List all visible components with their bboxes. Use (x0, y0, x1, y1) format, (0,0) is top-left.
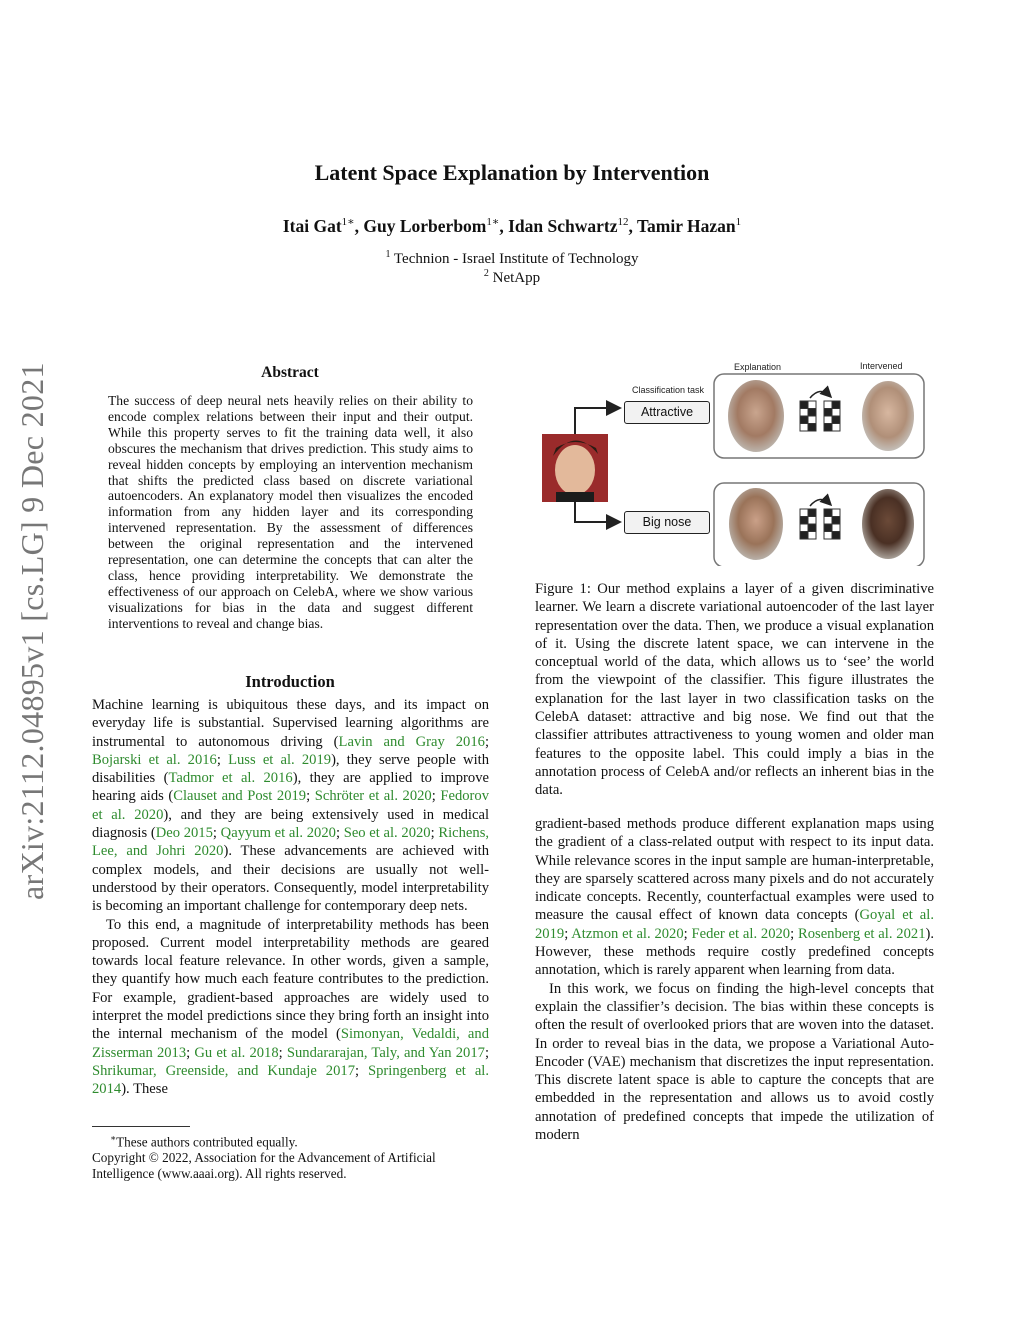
citation-link[interactable]: Deo 2015 (155, 825, 213, 842)
task-attractive: Attractive (624, 401, 710, 424)
citation-link[interactable]: Clauset and Post 2019 (173, 788, 307, 805)
arxiv-stamp: arXiv:2112.04895v1 [cs.LG] 9 Dec 2021 (14, 362, 50, 900)
affiliation-1: $^1$ Technion - Israel Institute of Technology (385, 249, 639, 267)
author: Idan Schwartz$^{12}$, (508, 215, 637, 236)
citation-link[interactable]: Rosenberg et al. 2021 (797, 925, 926, 942)
citation-link[interactable]: Fedorov et al. 2020 (92, 788, 489, 823)
explanation-face-attractive (728, 380, 784, 452)
citation-link[interactable]: Goyal et al. 2019 (535, 907, 934, 942)
citation-link[interactable]: Atzmon et al. 2020 (571, 925, 684, 942)
arrow-to-attractive (575, 408, 618, 434)
right-paragraph-1: gradient-based methods produce different explanation maps using the gradient of a class-related output with respect to its input data. While relevance scores in the input sample are human-interpretable, they are sparsely scattered across many pixels and do not accurately indicate concepts. Recently, counterfactual examples were used to measure the causal effect of known data concepts (Goyal et al. 2019; Atzmon et al. 2020; Feder et al. 2020; Rosenberg et al. 2021). However, these methods require costly predefined concepts annotation, which is rarely apparent when learning from data. (535, 816, 935, 979)
citation-link[interactable]: Bojarski et al. 2016 (92, 751, 217, 768)
introduction-paragraph-2: To this end, a magnitude of interpretability methods has been proposed. Current model interpretability methods are geared towards local feature relevance. In other words, given a sample, they quantify how much each feature contributes to the prediction. For example, gradient-based approaches are widely used to interpret the model predictions since they bring forth an insight into the internal mechanism of the model (Simonyan, Vedaldi, and Zisserman 2013; Gu et al. 2018; Sundararajan, Taly, and Yan 2017; Shrikumar, Greenside, and Kundaje 2017; Springenberg et al. 2014). These (92, 916, 490, 1098)
paper-title: Latent Space Explanation by Intervention (314, 160, 710, 185)
introduction-paragraph-1: Machine learning is ubiquitous these days, and its impact on everyday life is substantial. Supervised learning algorithms are instrumental to autonomous driving (Lavin and Gray 2016; Bojarski et al. 2016; Luss et al. 2019), they serve people with disabilities (Tadmor et al. 2016), they are applied to improve hearing aids (Clauset and Post 2019; Schröter et al. 2020; Fedorov et al. 2020), and they are being extensively used in medical diagnosis (Deo 2015; Qayyum et al. 2020; Seo et al. 2020; Richens, Lee, and Johri 2020). These advancements are achieved with complex models, and their decisions are usually not well-understood by their operators. Consequently, model interpretability is becoming an important challenge for contemporary deep nets. (92, 697, 490, 915)
input-face-photo (542, 434, 608, 502)
copyright-notice: Copyright © 2022, Association for the Advancement of Artificial Intelligence (www.aaai.org). All rights reserved. (92, 1150, 436, 1182)
introduction-heading: Introduction (245, 672, 335, 691)
citation-link[interactable]: Sundararajan, Taly, and Yan 2017 (286, 1044, 485, 1061)
figure-1-caption: Figure 1: Our method explains a layer of a given discriminative learner. We learn a discrete variational autoencoder of the last layer representation over the data. Then, we produce a visual explanation of it. Using the discrete latent space, we can intervene in the conceptual world of the data, which allows us to ‘see’ the world from the viewpoint of the classifier. This figure illustrates the explanation for the last layer in two classification tasks on the CelebA dataset: attractive and big nose. We find out that the classifier attributes attractiveness to young women and older man features to the opposite label. This could imply a bias in the annotation process of CelebA and/or reflects an inherent bias in the data. (535, 581, 934, 799)
author-list (0, 215, 1024, 237)
explanation-face-big-nose (729, 488, 783, 560)
latent-grid-attractive (800, 391, 840, 431)
intervened-face-attractive (862, 381, 914, 451)
introduction-body (92, 696, 489, 1099)
citation-link[interactable]: Gu et al. 2018 (194, 1044, 279, 1061)
citation-link[interactable]: Shrikumar, Greenside, and Kundaje 2017 (92, 1062, 355, 1079)
latent-grid-big-nose (800, 499, 840, 539)
label-explanation: Explanation (734, 362, 782, 372)
author: Tamir Hazan$^1$ (636, 215, 742, 236)
arrow-to-big-nose (575, 502, 618, 522)
intervened-face-big-nose (862, 489, 914, 559)
citation-link[interactable]: Lavin and Gray 2016 (338, 733, 485, 750)
author: Guy Lorberbom$^{1∗}$, (363, 215, 509, 236)
citation-link[interactable]: Feder et al. 2020 (691, 925, 791, 942)
citation-link[interactable]: Simonyan, Vedaldi, and Zisserman 2013 (92, 1026, 489, 1061)
citation-link[interactable]: Richens, Lee, and Johri 2020 (92, 825, 490, 860)
label-classification-task: Classification task (632, 385, 705, 395)
footnote (92, 1130, 489, 1182)
abstract-heading: Abstract (261, 364, 319, 381)
footnote-rule (92, 1126, 190, 1127)
author: Itai Gat$^{1∗}$, (282, 215, 364, 236)
figure-1 (538, 356, 938, 566)
citation-link[interactable]: Seo et al. 2020 (343, 825, 431, 842)
citation-link[interactable]: Luss et al. 2019 (228, 751, 332, 768)
right-paragraph-2: In this work, we focus on finding the high-level concepts that explain the classifier’s decision. The bias within these concepts is often the result of overlooked priors that are woven into the dataset. In order to reveal bias in the data, we propose a Variational Auto-Encoder (VAE) mechanism that discretizes the input representation. This discrete latent space is able to capture the concepts that are embedded in the representation and allows us to avoid costly annotation of predefined concepts that impede the utilization of modern (535, 980, 934, 1144)
affiliation-2: $^2$ NetApp (483, 268, 541, 286)
citation-link[interactable]: Qayyum et al. 2020 (220, 825, 336, 842)
abstract-text: The success of deep neural nets heavily relies on their ability to encode complex relations between their input and their output. While this property serves to fit the training data well, it also obscures the mechanism that drives prediction. This study aims to reveal hidden concepts by employing an intervention mechanism that shifts the predicted class based on discrete variational autoencoders. An explanatory model then visualizes the encoded information from any hidden layer and its corresponding intervened representation. By the assessment of differences between the original representation and the intervened representation, one can determine the concepts that can alter the class, hence providing interpretability. We demonstrate the effectiveness of our approach on CelebA, where we show various visualizations for bias in the data and suggest different interventions to reveal and change bias. (108, 393, 473, 631)
task-big-nose: Big nose (624, 511, 710, 534)
label-intervened: Intervened (860, 361, 903, 371)
citation-link[interactable]: Schröter et al. 2020 (314, 788, 432, 805)
citation-link[interactable]: Springenberg et al. 2014 (92, 1062, 489, 1098)
right-column-body (535, 815, 934, 1144)
footnote-equal-contribution: ∗These authors contributed equally. (110, 1133, 298, 1150)
citation-link[interactable]: Tadmor et al. 2016 (168, 770, 293, 787)
figure-1-diagram (538, 356, 938, 566)
